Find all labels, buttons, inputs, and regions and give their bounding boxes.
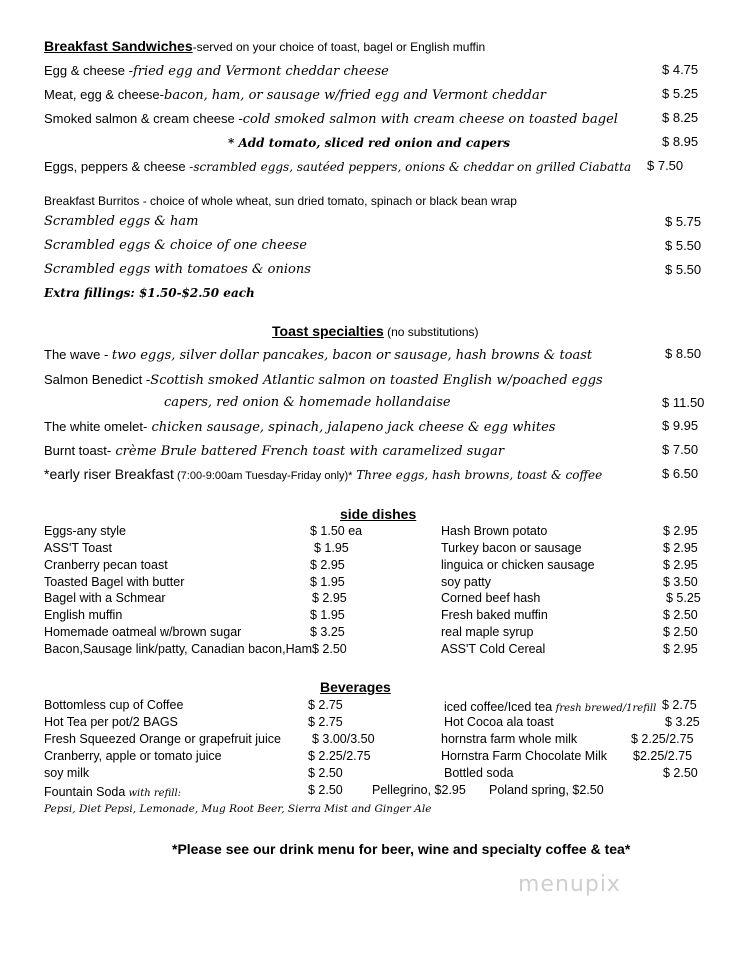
item-desc: Scrambled eggs with tomatoes & onions (44, 262, 311, 277)
beverage-name: Fresh Squeezed Orange or grapefruit juice (44, 732, 281, 746)
side-item-name: ASS'T Toast (44, 541, 112, 555)
beverage-price: $ 3.25 (665, 715, 700, 729)
beverage-name: Hot Tea per pot/2 BAGS (44, 715, 178, 729)
menu-item (44, 442, 504, 460)
beverage-item (444, 698, 656, 716)
side-item-price: $ 2.50 (312, 642, 347, 656)
soda-list: Pepsi, Diet Pepsi, Lemonade, Mug Root Beer, Sierra Mist and Ginger Ale (44, 803, 432, 815)
item-note: (7:00-9:00am Tuesday-Friday only)* (173, 470, 353, 482)
side-item-name: Toasted Bagel with butter (44, 575, 185, 589)
side-item-name: soy patty (441, 575, 492, 589)
beverage-price: $ 2.25/2.75 (308, 749, 371, 763)
item-price: $ 9.95 (662, 418, 699, 433)
menu-item (44, 158, 631, 176)
section-subheading: -served on your choice of toast, bagel or English muffin (192, 40, 486, 54)
item-price: $ 5.75 (665, 214, 702, 229)
item-desc: - chicken sausage, spinach, jalapeno jack cheese & egg whites (143, 420, 556, 435)
menu-item-addon (228, 134, 510, 152)
beverage-name: Hornstra Farm Chocolate Milk (441, 749, 608, 763)
menu-item (44, 466, 602, 484)
side-item-price: $ 2.50 (663, 625, 698, 639)
beverage-name: Hot Cocoa ala toast (444, 715, 554, 729)
item-desc: Three eggs, hash browns, toast & coffee (352, 468, 603, 482)
section-note: (no substitutions) (383, 325, 479, 339)
item-desc: -cold smoked salmon with cream cheese on toasted bagel (238, 112, 618, 127)
item-name: The wave - (44, 347, 112, 362)
side-item-price: $ 2.95 (663, 558, 698, 572)
side-item-price: $ 2.95 (663, 541, 698, 555)
section-burritos (44, 192, 517, 210)
item-name: Meat, egg & cheese (44, 87, 160, 102)
side-item-name: Fresh baked muffin (441, 608, 548, 622)
side-item-price: $ 2.95 (312, 591, 347, 605)
item-desc: - crème Brule battered French toast with caramelized sugar (106, 444, 505, 459)
item-price: $ 7.50 (662, 442, 699, 457)
side-item-name: English muffin (44, 608, 123, 622)
side-item-price: $ 1.50 ea (310, 524, 363, 538)
menu-item (44, 418, 555, 436)
side-item-name: Eggs-any style (44, 524, 126, 538)
beverage-price: $ 2.75 (308, 698, 343, 712)
item-desc: Scrambled eggs & choice of one cheese (44, 238, 307, 253)
side-item-price: $ 1.95 (310, 575, 345, 589)
side-item-price: $ 5.25 (666, 591, 701, 605)
side-item-name: Cranberry pecan toast (44, 558, 168, 572)
beverage-name: Bottomless cup of Coffee (44, 698, 184, 712)
side-item-name: Hash Brown potato (441, 524, 548, 538)
footer-note: *Please see our drink menu for beer, wine and specialty coffee & tea* (172, 841, 631, 857)
beverage-name: Bottled soda (444, 766, 514, 780)
item-name: Egg & cheese (44, 63, 129, 78)
item-price: $ 5.50 (665, 262, 702, 277)
item-price: $ 7.50 (647, 158, 684, 173)
beverage-item (44, 783, 181, 801)
item-price: $ 5.50 (665, 238, 702, 253)
side-item-name: Turkey bacon or sausage (441, 541, 582, 555)
beverage-name: soy milk (44, 766, 90, 780)
item-desc: Scrambled eggs & ham (44, 214, 199, 229)
item-price: $ 8.25 (662, 110, 699, 125)
section-subheading: choice of whole wheat, sun dried tomato, spinach or black bean wrap (150, 194, 517, 208)
side-item-name: Bagel with a Schmear (44, 591, 166, 605)
item-desc-line2: capers, red onion & homemade hollandaise (164, 395, 451, 410)
menupix-watermark: menupix (518, 872, 621, 897)
item-name: Salmon Benedict (44, 372, 146, 387)
poland-spring-item: Poland spring, $2.50 (489, 783, 604, 797)
pellegrino-item: Pellegrino, $2.95 (372, 783, 466, 797)
item-price: $ 8.50 (665, 346, 702, 361)
beverage-price: $ 2.50 (308, 766, 343, 780)
side-item-price: $ 1.95 (310, 608, 345, 622)
section-breakfast-sandwiches (44, 38, 485, 56)
menu-item (44, 346, 592, 364)
item-name: Burnt toast (44, 443, 107, 458)
beverage-price: $ 2.75 (662, 698, 697, 712)
side-item-name: Homemade oatmeal w/brown sugar (44, 625, 242, 639)
side-item-name: linguica or chicken sausage (441, 558, 595, 572)
side-item-price: $ 3.25 (310, 625, 345, 639)
item-price: $ 6.50 (662, 466, 699, 481)
side-item-price: $ 2.95 (663, 642, 698, 656)
item-desc: -fried egg and Vermont cheddar cheese (128, 64, 389, 79)
beverage-price: $ 2.50 (308, 783, 343, 797)
item-desc: -Scottish smoked Atlantic salmon on toasted English w/poached eggs (145, 373, 603, 388)
section-heading-sides: side dishes (340, 506, 417, 522)
item-name: The white omelet (44, 419, 143, 434)
item-price: $ 8.95 (662, 134, 699, 149)
beverage-price: $ 2.25/2.75 (631, 732, 694, 746)
beverage-price: $ 2.50 (663, 766, 698, 780)
beverage-name: Cranberry, apple or tomato juice (44, 749, 222, 763)
beverage-name: hornstra farm whole milk (441, 732, 578, 746)
extra-fillings: Extra fillings: $1.50-$2.50 each (44, 286, 255, 300)
item-desc: -scrambled eggs, sautéed peppers, onions & cheddar on grilled Ciabatta (189, 160, 632, 174)
item-name: *early riser Breakfast (44, 466, 174, 482)
item-price: $ 4.75 (662, 62, 699, 77)
side-item-name: real maple syrup (441, 625, 534, 639)
side-item-name: ASS'T Cold Cereal (441, 642, 546, 656)
section-heading: Breakfast Sandwiches (44, 38, 193, 54)
item-desc: two eggs, silver dollar pancakes, bacon or sausage, hash browns & toast (111, 348, 593, 363)
section-heading: Toast specialties (272, 323, 384, 339)
beverage-note: fresh brewed/1refill (555, 703, 657, 714)
item-desc: -bacon, ham, or sausage w/fried egg and Vermont cheddar (159, 88, 546, 103)
beverage-price: $ 3.00/3.50 (312, 732, 375, 746)
menu-item (44, 110, 618, 128)
side-item-price: $ 2.95 (663, 524, 698, 538)
item-price: $ 5.25 (662, 86, 699, 101)
menu-item (44, 371, 603, 389)
item-name: Eggs, peppers & cheese (44, 159, 190, 174)
item-price: $ 11.50 (662, 395, 705, 410)
beverage-name: iced coffee/Iced tea (444, 700, 556, 714)
beverage-price: $ 2.75 (308, 715, 343, 729)
side-item-name: Corned beef hash (441, 591, 541, 605)
beverage-name: Fountain Soda (44, 785, 126, 799)
item-name: Smoked salmon & cream cheese (44, 111, 239, 126)
beverage-note: with refill: (125, 788, 182, 799)
section-toast (272, 323, 479, 341)
section-heading-beverages: Beverages (320, 679, 391, 695)
menu-item (44, 86, 546, 104)
menu-item (44, 62, 389, 80)
side-item-price: $ 2.50 (663, 608, 698, 622)
section-heading: Breakfast Burritos - (44, 194, 151, 208)
side-item-price: $ 3.50 (663, 575, 698, 589)
side-item-price: $ 2.95 (310, 558, 345, 572)
item-desc: * Add tomato, sliced red onion and capers (228, 136, 510, 150)
beverage-price: $2.25/2.75 (633, 749, 693, 763)
side-item-price: $ 1.95 (314, 541, 349, 555)
side-item-name: Bacon,Sausage link/patty, Canadian bacon,Ham (44, 642, 312, 656)
